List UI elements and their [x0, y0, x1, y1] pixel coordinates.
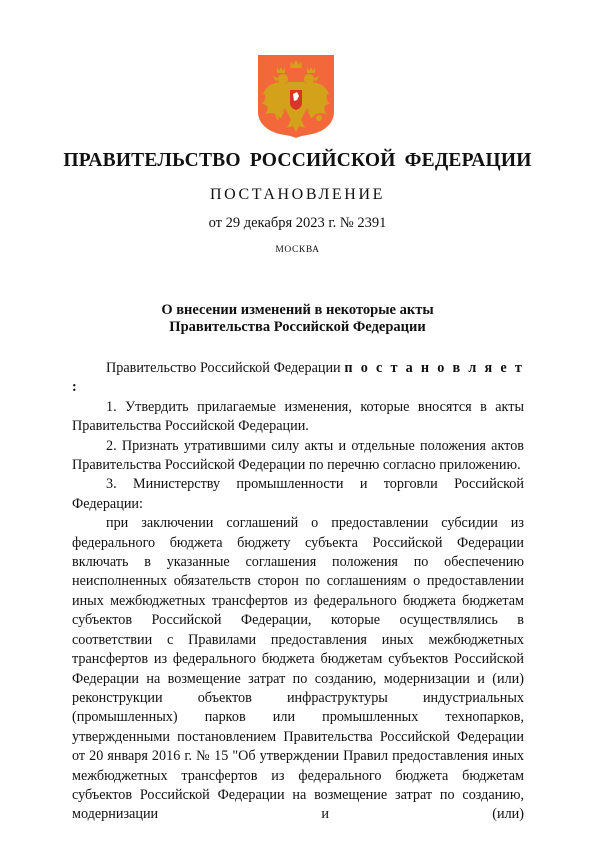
intro-prefix: Правительство Российской Федерации — [106, 360, 345, 376]
document-body — [72, 359, 524, 825]
coat-of-arms-emblem — [257, 54, 335, 138]
paragraph-3: 3. Министерству промышленности и торговли Российской Федерации: — [72, 476, 524, 512]
intro-paragraph — [72, 359, 524, 398]
double-headed-eagle-icon — [257, 54, 335, 138]
government-title: ПРАВИТЕЛЬСТВО РОССИЙСКОЙ ФЕДЕРАЦИИ — [63, 150, 532, 171]
document-date-number: от 29 декабря 2023 г. № 2391 — [208, 215, 387, 231]
intro-verb: п о с т а н о в л я е т : — [72, 360, 525, 396]
heading-line-2: Правительства Российской Федерации — [169, 319, 426, 335]
paragraph-4: при заключении соглашений о предоставлении субсидии из федерального бюджета бюджету субъекта Российской Федерации включать в указанные соглашения положения по обеспечению неисполненных обязательств сторон по соглашениям о предоставлении иных межбюджетных трансфертов из федерального бюджета бюджетам субъектов Российской Федерации, которые осуществлялись в соответствии с Правилами предоставления иных межбюджетных трансфертов из федерального бюджета бюджетам субъектов Российской Федерации на возмещение затрат по созданию, модернизации и (или) реконструкции объектов инфраструктуры индустриальных (промышленных) парков или промышленных технопарков, утвержденными постановлением Правительства Российской Федерации от 20 января 2016 г. № 15 "Об утверждении Правил предоставления иных межбюджетных трансфертов из федерального бюджета бюджетам субъектов Российской Федерации на возмещение затрат по созданию, модернизации и (или) — [72, 515, 524, 823]
document-city: МОСКВА — [275, 245, 320, 255]
document-type: ПОСТАНОВЛЕНИЕ — [210, 186, 385, 203]
paragraph-2: 2. Признать утратившими силу акты и отдельные положения актов Правительства Российской Федерации по перечню согласно приложению. — [72, 437, 524, 474]
heading-line-1: О внесении изменений в некоторые акты — [161, 302, 434, 318]
document-heading — [0, 302, 595, 336]
paragraph-1: 1. Утвердить прилагаемые изменения, которые вносятся в акты Правительства Российской Федерации. — [72, 398, 524, 435]
